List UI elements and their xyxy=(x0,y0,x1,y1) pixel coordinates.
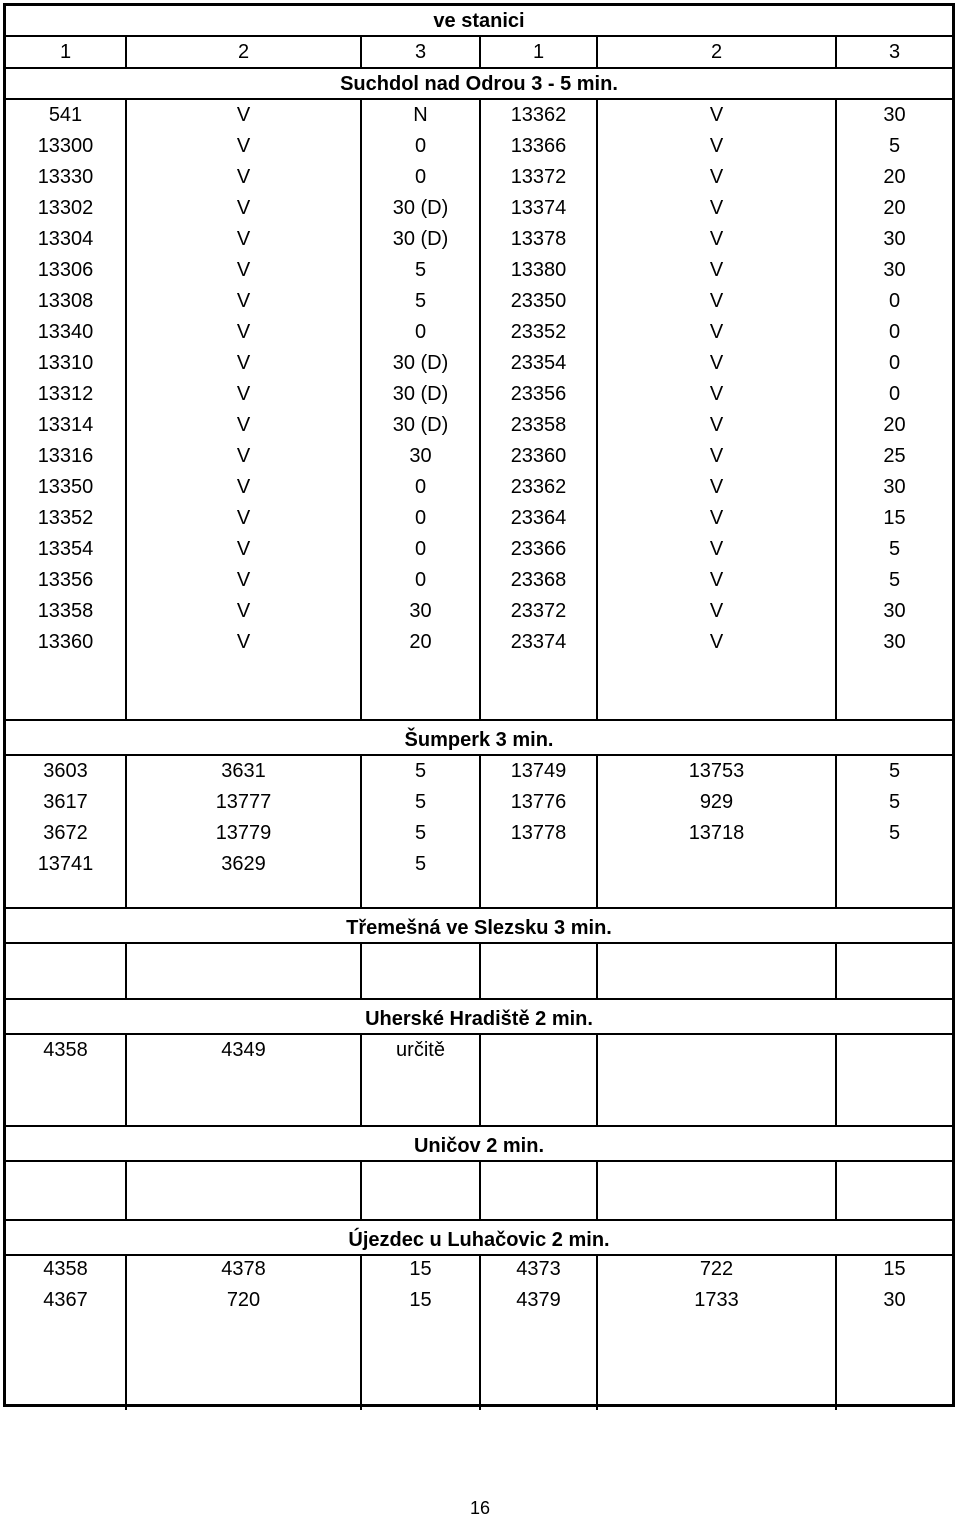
table-cell: 5 xyxy=(888,822,901,844)
table-cell: 0 xyxy=(888,352,901,374)
table-cell: 23368 xyxy=(510,569,567,591)
grid-vline xyxy=(835,35,837,67)
table-cell: 13778 xyxy=(510,822,567,844)
table-cell: 13314 xyxy=(37,414,94,436)
table-cell: 20 xyxy=(409,631,432,653)
section-bottom-line xyxy=(6,719,952,721)
header-ve-stanici: ve stanici xyxy=(433,10,525,32)
section-bottom-line xyxy=(6,907,952,909)
table-cell: 720 xyxy=(226,1289,261,1311)
table-cell: V xyxy=(236,538,251,560)
section-bottom-line xyxy=(6,998,952,1000)
table-cell: 13749 xyxy=(510,760,567,782)
table-cell: 23366 xyxy=(510,538,567,560)
table-cell: 5 xyxy=(414,853,427,875)
grid-vline xyxy=(835,1160,837,1219)
column-number: 2 xyxy=(237,41,250,63)
table-cell: 5 xyxy=(888,791,901,813)
table-cell: V xyxy=(709,228,724,250)
table-cell: 23360 xyxy=(510,445,567,467)
table-cell: 13354 xyxy=(37,538,94,560)
table-cell: 30 xyxy=(883,631,906,653)
table-cell: 4378 xyxy=(221,1258,266,1280)
table-cell: V xyxy=(236,135,251,157)
grid-vline xyxy=(596,35,598,67)
table-cell: V xyxy=(236,228,251,250)
table-cell: 15 xyxy=(883,1258,906,1280)
column-number: 3 xyxy=(414,41,427,63)
table-cell: 23356 xyxy=(510,383,567,405)
table-cell: V xyxy=(709,538,724,560)
table-cell: 30 (D) xyxy=(392,414,449,436)
table-cell: V xyxy=(709,352,724,374)
table-cell: 13302 xyxy=(37,197,94,219)
table-cell: V xyxy=(236,166,251,188)
table-cell: 3629 xyxy=(221,853,266,875)
table-cell: 4373 xyxy=(516,1258,561,1280)
table-cell: 4358 xyxy=(43,1258,88,1280)
page-number: 16 xyxy=(469,1498,491,1518)
table-cell: 5 xyxy=(414,822,427,844)
table-cell: 30 xyxy=(409,600,432,622)
table-cell: 20 xyxy=(883,197,906,219)
table-cell: 0 xyxy=(414,135,427,157)
table-cell: 0 xyxy=(414,569,427,591)
grid-vline xyxy=(835,1033,837,1125)
table-cell: určitě xyxy=(396,1039,445,1061)
table-cell: 23352 xyxy=(510,321,567,343)
table-cell: 13316 xyxy=(37,445,94,467)
table-cell: V xyxy=(236,290,251,312)
table-cell: V xyxy=(236,383,251,405)
table-cell: 0 xyxy=(414,538,427,560)
table-cell: 13340 xyxy=(37,321,94,343)
table-cell: V xyxy=(236,352,251,374)
table-cell: 3617 xyxy=(43,791,88,813)
table-cell: 5 xyxy=(414,760,427,782)
table-cell: 23350 xyxy=(510,290,567,312)
grid-vline xyxy=(125,35,127,67)
table-cell: 0 xyxy=(414,321,427,343)
table-cell: 5 xyxy=(888,760,901,782)
table-cell: V xyxy=(236,507,251,529)
table-cell: 23374 xyxy=(510,631,567,653)
table-cell: 13718 xyxy=(688,822,745,844)
table-cell: 0 xyxy=(888,321,901,343)
table-cell: 30 (D) xyxy=(392,352,449,374)
table-cell: 13300 xyxy=(37,135,94,157)
table-cell: 541 xyxy=(48,104,83,126)
table-cell: 13362 xyxy=(510,104,567,126)
table-cell: 13779 xyxy=(215,822,272,844)
grid-vline xyxy=(479,942,481,998)
table-cell: V xyxy=(236,259,251,281)
grid-vline xyxy=(125,1160,127,1219)
table-cell: 13372 xyxy=(510,166,567,188)
table-cell: V xyxy=(709,476,724,498)
table-cell: 23364 xyxy=(510,507,567,529)
table-cell: 23372 xyxy=(510,600,567,622)
table-cell: V xyxy=(709,569,724,591)
table-cell: 13358 xyxy=(37,600,94,622)
table-cell: 0 xyxy=(888,290,901,312)
table-cell: 13352 xyxy=(37,507,94,529)
grid-vline xyxy=(360,942,362,998)
table-cell: 30 xyxy=(883,228,906,250)
grid-vline xyxy=(596,942,598,998)
column-number: 3 xyxy=(888,41,901,63)
table-cell: 1733 xyxy=(694,1289,739,1311)
table-cell: 5 xyxy=(888,538,901,560)
table-cell: V xyxy=(709,600,724,622)
table-cell: 3631 xyxy=(221,760,266,782)
table-cell: V xyxy=(709,445,724,467)
table-cell: 13308 xyxy=(37,290,94,312)
table-cell: 3672 xyxy=(43,822,88,844)
table-cell: 15 xyxy=(409,1289,432,1311)
table-cell: 23358 xyxy=(510,414,567,436)
table-cell: V xyxy=(709,321,724,343)
section-bottom-line xyxy=(6,1219,952,1221)
table-cell: 0 xyxy=(414,507,427,529)
section-title: Újezdec u Luhačovic 2 min. xyxy=(348,1229,610,1251)
table-cell: 15 xyxy=(409,1258,432,1280)
table-cell: 13776 xyxy=(510,791,567,813)
table-cell: V xyxy=(236,569,251,591)
table-cell: 13306 xyxy=(37,259,94,281)
table-cell: 5 xyxy=(414,791,427,813)
timetable-sheet xyxy=(3,3,955,1407)
table-cell: 13350 xyxy=(37,476,94,498)
table-cell: 929 xyxy=(699,791,734,813)
grid-vline xyxy=(479,1160,481,1219)
table-cell: V xyxy=(709,507,724,529)
table-cell: 5 xyxy=(888,135,901,157)
table-cell: V xyxy=(709,104,724,126)
table-cell: V xyxy=(236,197,251,219)
grid-vline xyxy=(835,942,837,998)
table-cell: 13777 xyxy=(215,791,272,813)
table-cell: 13310 xyxy=(37,352,94,374)
table-cell: 30 xyxy=(883,259,906,281)
table-cell: 30 xyxy=(883,1289,906,1311)
table-cell: 30 xyxy=(883,600,906,622)
table-cell: 30 xyxy=(883,476,906,498)
table-cell: 4349 xyxy=(221,1039,266,1061)
table-cell: V xyxy=(709,631,724,653)
table-cell: 0 xyxy=(414,476,427,498)
table-cell: 30 xyxy=(409,445,432,467)
section-bottom-line xyxy=(6,1125,952,1127)
grid-vline xyxy=(125,942,127,998)
section-title: Třemešná ve Slezsku 3 min. xyxy=(346,917,612,939)
grid-vline xyxy=(360,35,362,67)
table-cell: V xyxy=(236,445,251,467)
table-cell: V xyxy=(236,476,251,498)
table-cell: 15 xyxy=(883,507,906,529)
section-title: Uherské Hradiště 2 min. xyxy=(365,1008,593,1030)
table-cell: 23354 xyxy=(510,352,567,374)
table-cell: 20 xyxy=(883,414,906,436)
table-cell: 4358 xyxy=(43,1039,88,1061)
table-cell: 13378 xyxy=(510,228,567,250)
table-cell: 722 xyxy=(699,1258,734,1280)
table-cell: 13366 xyxy=(510,135,567,157)
grid-vline xyxy=(596,1033,598,1125)
table-cell: 0 xyxy=(888,383,901,405)
section-title: Uničov 2 min. xyxy=(413,1135,545,1157)
table-cell: 5 xyxy=(888,569,901,591)
table-cell: 13330 xyxy=(37,166,94,188)
table-cell: 13380 xyxy=(510,259,567,281)
table-cell: 23362 xyxy=(510,476,567,498)
table-cell: V xyxy=(709,414,724,436)
table-cell: 4379 xyxy=(516,1289,561,1311)
grid-vline xyxy=(479,1033,481,1125)
table-cell: V xyxy=(709,135,724,157)
table-cell: 0 xyxy=(414,166,427,188)
table-cell: V xyxy=(709,383,724,405)
table-cell: 30 xyxy=(883,104,906,126)
table-cell: 30 (D) xyxy=(392,383,449,405)
table-cell: 30 (D) xyxy=(392,197,449,219)
section-title: Suchdol nad Odrou 3 - 5 min. xyxy=(340,73,618,95)
table-cell: V xyxy=(236,321,251,343)
table-cell: 5 xyxy=(414,259,427,281)
section-title: Šumperk 3 min. xyxy=(404,729,554,751)
table-cell: 13356 xyxy=(37,569,94,591)
table-cell: 13304 xyxy=(37,228,94,250)
table-cell: 13741 xyxy=(37,853,94,875)
table-cell: 3603 xyxy=(43,760,88,782)
grid-vline xyxy=(360,1160,362,1219)
table-cell: V xyxy=(709,166,724,188)
column-number: 1 xyxy=(532,41,545,63)
table-cell: 20 xyxy=(883,166,906,188)
table-cell: 5 xyxy=(414,290,427,312)
table-cell: V xyxy=(709,259,724,281)
table-cell: 13312 xyxy=(37,383,94,405)
table-cell: 13753 xyxy=(688,760,745,782)
table-cell: V xyxy=(709,290,724,312)
table-cell: V xyxy=(236,600,251,622)
table-cell: V xyxy=(709,197,724,219)
table-cell: 13360 xyxy=(37,631,94,653)
table-cell: 13374 xyxy=(510,197,567,219)
table-cell: N xyxy=(413,104,428,126)
grid-vline xyxy=(596,1160,598,1219)
table-cell: V xyxy=(236,104,251,126)
table-cell: 30 (D) xyxy=(392,228,449,250)
table-cell: V xyxy=(236,631,251,653)
table-cell: V xyxy=(236,414,251,436)
grid-vline xyxy=(479,35,481,67)
table-cell: 4367 xyxy=(43,1289,88,1311)
column-number: 2 xyxy=(710,41,723,63)
table-cell: 25 xyxy=(883,445,906,467)
column-number: 1 xyxy=(59,41,72,63)
